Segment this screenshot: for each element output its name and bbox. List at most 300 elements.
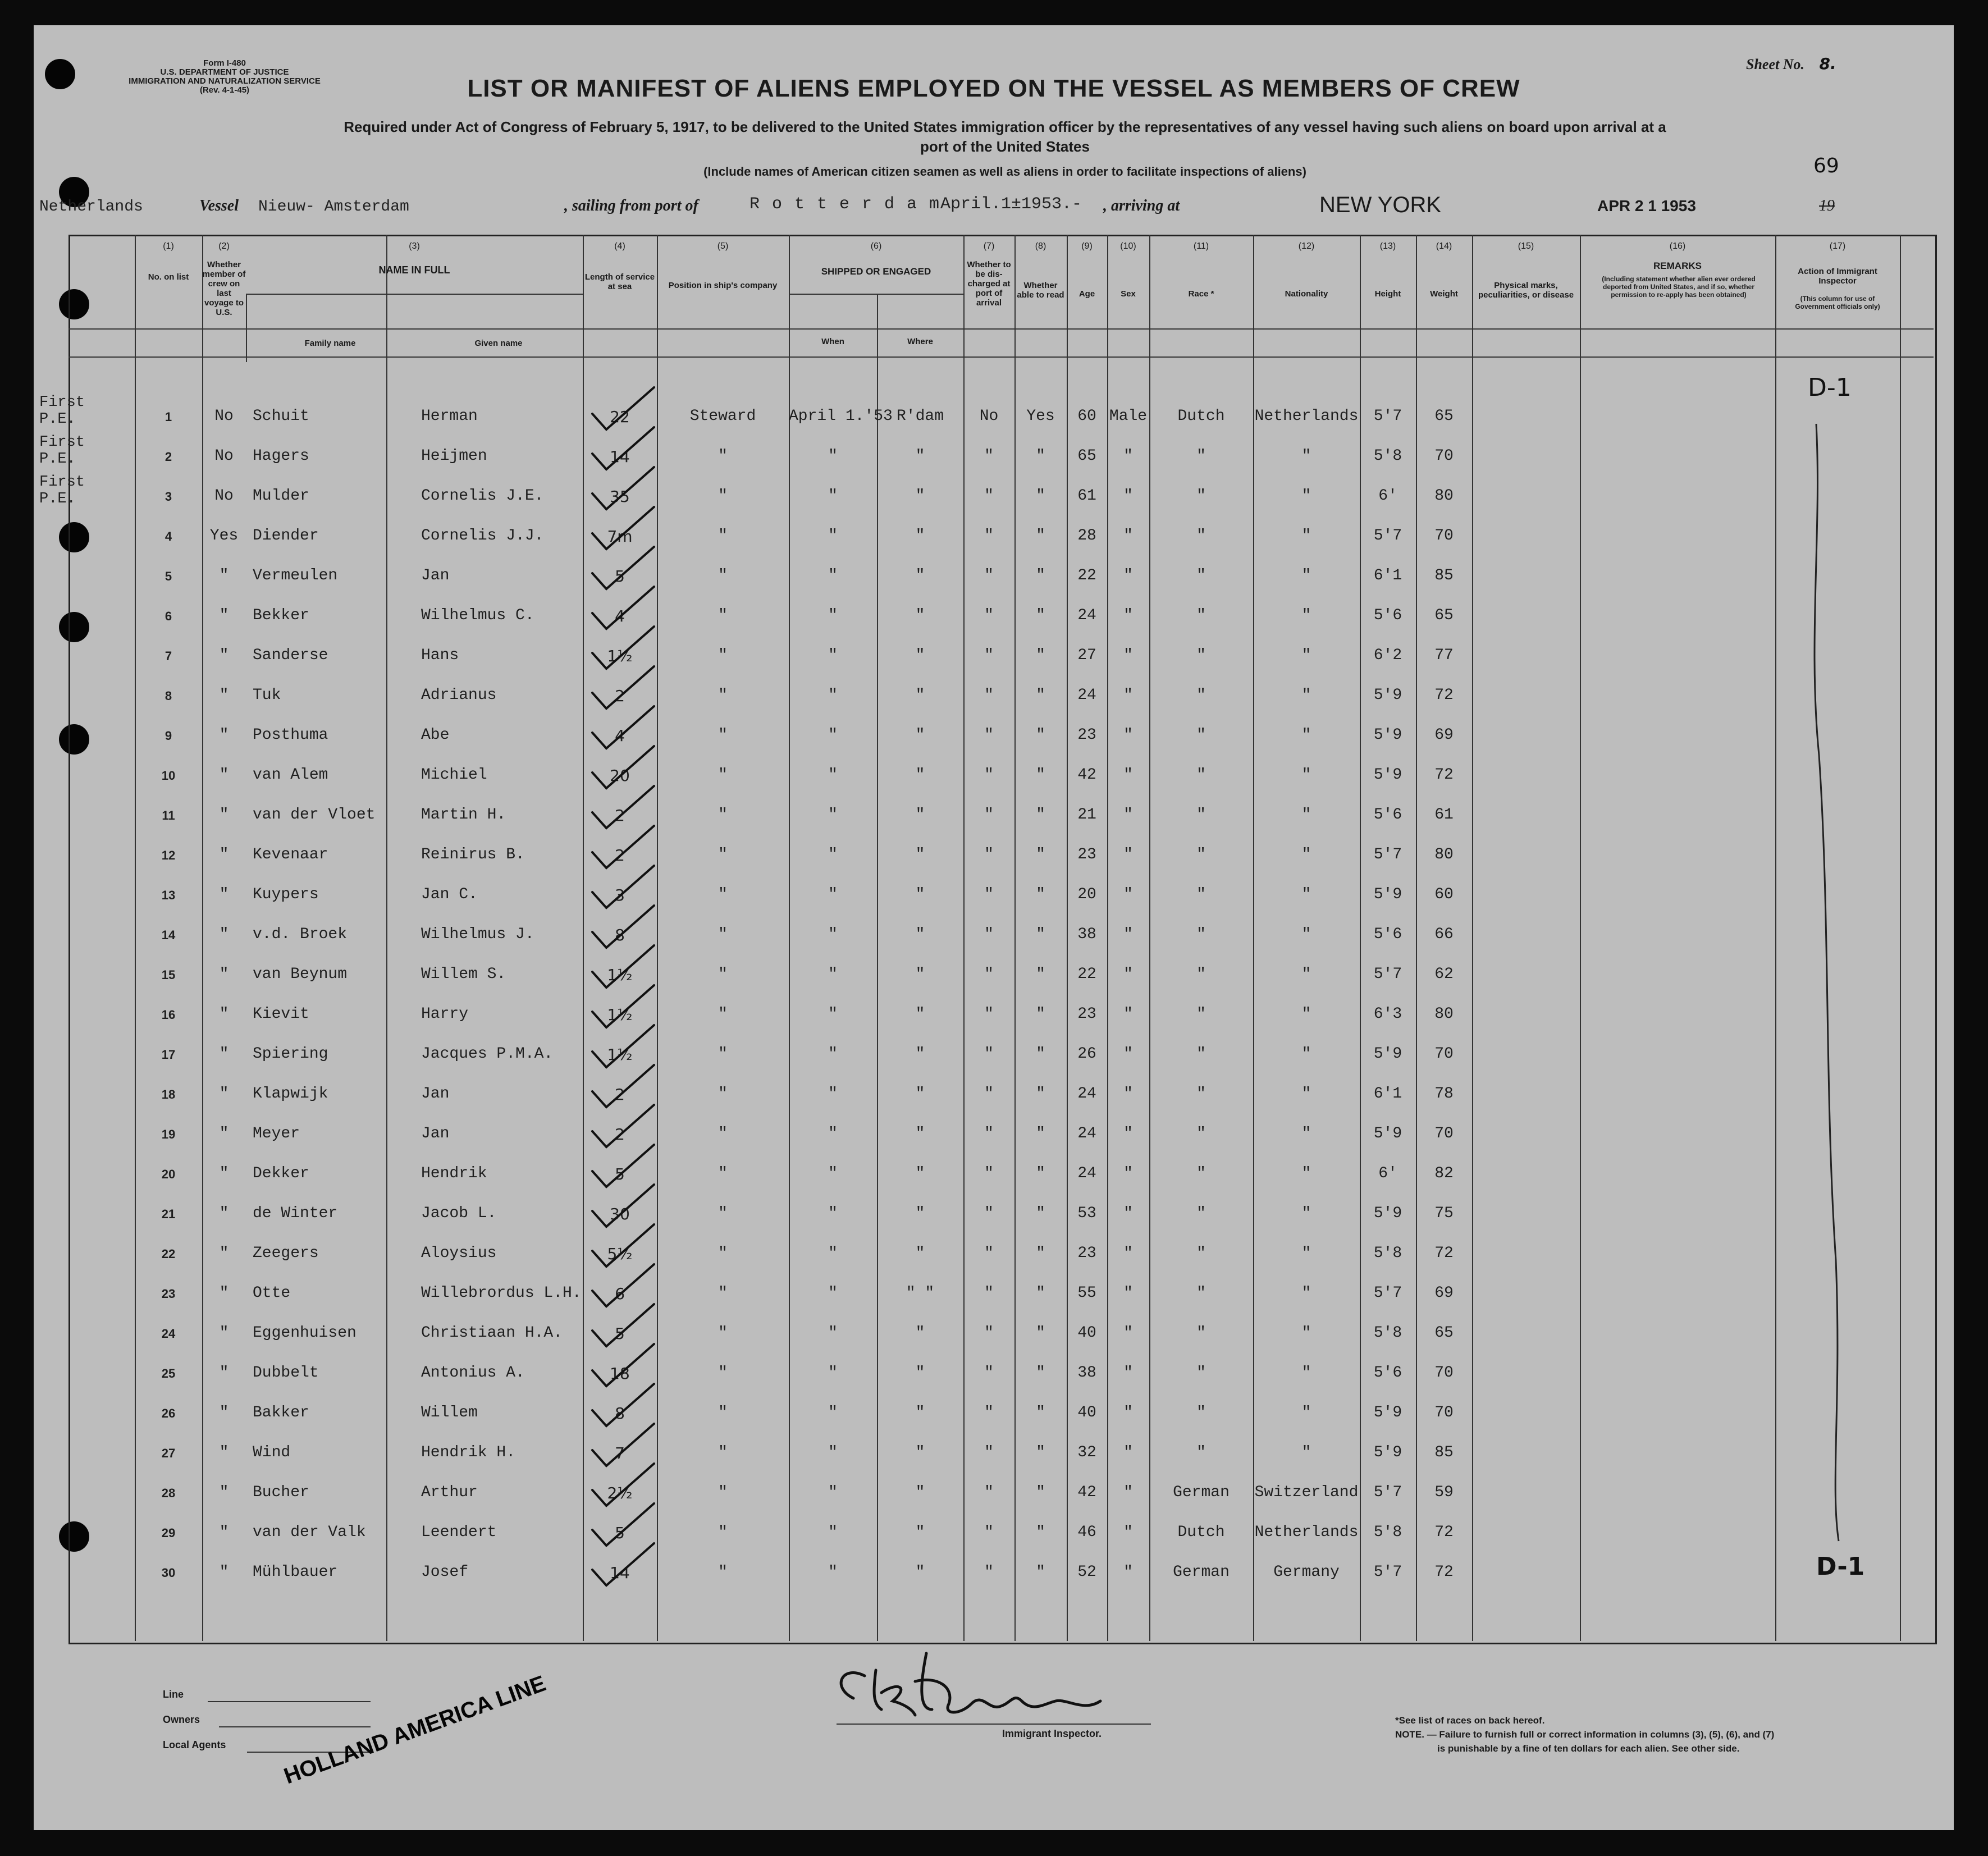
cell-height: 5'9 xyxy=(1373,687,1402,704)
cell-member: " xyxy=(219,1005,229,1023)
cell-read: " xyxy=(1036,1564,1045,1581)
cell-disch: " xyxy=(984,447,994,465)
cell-age: 32 xyxy=(1077,1444,1096,1461)
cell-disch: " xyxy=(984,926,994,943)
margin-note: First P.E. xyxy=(39,474,85,508)
cell-read: " xyxy=(1036,1165,1045,1182)
checkmark xyxy=(592,1224,654,1267)
cell-where: " xyxy=(915,766,925,784)
cell-read: " xyxy=(1036,647,1045,664)
cell-given: Cornelis J.E. xyxy=(421,487,544,505)
cell-nat: " xyxy=(1301,1005,1311,1023)
cell-family: Bakker xyxy=(253,1404,309,1421)
cell-position: " xyxy=(718,1324,728,1342)
cell-age: 22 xyxy=(1077,966,1096,983)
cell-sex: " xyxy=(1123,886,1133,903)
col-num: (3) xyxy=(409,241,420,251)
cell-age: 23 xyxy=(1077,1245,1096,1262)
cell-when: " xyxy=(828,447,838,465)
cell-race: " xyxy=(1196,687,1206,704)
cell-disch: " xyxy=(984,1005,994,1023)
cell-sex: " xyxy=(1123,1284,1133,1302)
header-name-in-full: NAME IN FULL xyxy=(378,264,450,276)
cell-where: " xyxy=(915,1125,925,1142)
cell-age: 65 xyxy=(1077,447,1096,465)
cell-weight: 82 xyxy=(1434,1165,1454,1182)
cell-nat: " xyxy=(1301,1324,1311,1342)
cell-length: 35 xyxy=(610,487,630,506)
cell-age: 21 xyxy=(1077,806,1096,824)
departure-date: April.1±1953.- xyxy=(940,195,1082,214)
checkmark xyxy=(592,467,654,509)
cell-length: 22 xyxy=(610,408,630,426)
cell-sex: " xyxy=(1123,846,1133,863)
cell-when: April 1.'53 xyxy=(789,408,893,425)
cell-height: 5'7 xyxy=(1373,527,1402,545)
cell-age: 23 xyxy=(1077,1005,1096,1023)
cell-member: " xyxy=(219,966,229,983)
checkmark xyxy=(592,1543,654,1585)
col-num: (17) xyxy=(1829,241,1846,251)
cell-given: Hendrik H. xyxy=(421,1444,516,1461)
cell-disch: " xyxy=(984,1444,994,1461)
cell-height: 5'8 xyxy=(1373,1524,1402,1541)
cell-given: Wilhelmus C. xyxy=(421,607,534,624)
cell-family: Wind xyxy=(253,1444,291,1461)
cell-height: 5'9 xyxy=(1373,1205,1402,1222)
cell-position: " xyxy=(718,1444,728,1461)
cell-height: 5'9 xyxy=(1373,1404,1402,1421)
header-action: Action of Immigrant Inspector xyxy=(1798,267,1877,286)
cell-position: " xyxy=(718,687,728,704)
cell-member: " xyxy=(219,647,229,664)
col-num: (4) xyxy=(614,241,625,251)
cell-age: 60 xyxy=(1077,408,1096,425)
cell-age: 26 xyxy=(1077,1045,1096,1063)
cell-when: " xyxy=(828,607,838,624)
inspector-mark-top: D-1 xyxy=(1808,373,1852,402)
cell-when: " xyxy=(828,1444,838,1461)
cell-no: 8 xyxy=(164,689,172,703)
cell-when: " xyxy=(828,766,838,784)
checkmark xyxy=(592,1304,654,1346)
cell-where: " xyxy=(915,1085,925,1103)
cell-given: Willebrordus L.H. xyxy=(421,1284,582,1302)
cell-where: " xyxy=(915,487,925,505)
cell-sex: " xyxy=(1123,1205,1133,1222)
cell-race: German xyxy=(1173,1564,1230,1581)
checkmark xyxy=(592,746,654,788)
form-id: Form I-480 xyxy=(203,58,246,68)
header-sex: Sex xyxy=(1121,289,1136,299)
cell-member: Yes xyxy=(209,527,239,545)
cell-family: Mühlbauer xyxy=(253,1564,338,1581)
cell-sex: " xyxy=(1123,926,1133,943)
checkmarks xyxy=(592,387,654,1585)
arriving-label: , arriving at xyxy=(1103,197,1180,214)
cell-given: Jan xyxy=(421,1125,450,1142)
cell-race: " xyxy=(1196,1125,1206,1142)
cell-sex: " xyxy=(1123,1245,1133,1262)
cell-race: " xyxy=(1196,487,1206,505)
cell-family: Spiering xyxy=(253,1045,328,1063)
cell-member: " xyxy=(219,1324,229,1342)
col-num: (13) xyxy=(1379,241,1396,251)
cell-height: 5'9 xyxy=(1373,886,1402,903)
cell-read: " xyxy=(1036,1444,1045,1461)
cell-when: " xyxy=(828,1324,838,1342)
cell-member: " xyxy=(219,1564,229,1581)
cell-when: " xyxy=(828,1205,838,1222)
cell-weight: 72 xyxy=(1434,1564,1454,1581)
cell-where: " xyxy=(915,966,925,983)
cell-nat: " xyxy=(1301,527,1311,545)
cell-family: Vermeulen xyxy=(253,567,338,584)
header-length-service: Length of service at sea xyxy=(584,272,655,291)
cell-weight: 60 xyxy=(1434,886,1454,903)
cell-when: " xyxy=(828,1165,838,1182)
cell-position: " xyxy=(718,1364,728,1382)
cell-given: Heijmen xyxy=(421,447,487,465)
cell-race: " xyxy=(1196,1284,1206,1302)
cell-height: 6'3 xyxy=(1373,1005,1402,1023)
cell-given: Josef xyxy=(421,1564,469,1581)
cell-sex: " xyxy=(1123,567,1133,584)
cell-race: " xyxy=(1196,1005,1206,1023)
cell-member: " xyxy=(219,1364,229,1382)
inspector-mark-bottom: D-1 xyxy=(1816,1552,1865,1581)
cell-no: 6 xyxy=(164,609,172,623)
header-age: Age xyxy=(1078,289,1095,299)
cell-position: " xyxy=(718,1245,728,1262)
cell-age: 52 xyxy=(1077,1564,1096,1581)
checkmark xyxy=(592,1145,654,1187)
cell-position: Steward xyxy=(689,408,756,425)
sheet-value: 8. xyxy=(1819,54,1836,73)
cell-position: " xyxy=(718,726,728,744)
cell-position: " xyxy=(718,766,728,784)
col-num: (1) xyxy=(163,241,174,251)
cell-given: Aloysius xyxy=(421,1245,497,1262)
cell-family: van Alem xyxy=(253,766,328,784)
cell-read: " xyxy=(1036,1085,1045,1103)
cell-age: 53 xyxy=(1077,1205,1096,1222)
cell-weight: 78 xyxy=(1434,1085,1454,1103)
arrival-port: NEW YORK xyxy=(1319,193,1442,217)
header-height: Height xyxy=(1374,289,1401,299)
cell-height: 6'1 xyxy=(1373,567,1402,584)
cell-no: 10 xyxy=(161,769,176,783)
checkmark xyxy=(592,786,654,828)
cell-disch: " xyxy=(984,527,994,545)
cell-position: " xyxy=(718,1205,728,1222)
departure-port: R o t t e r d a m xyxy=(750,195,941,214)
checkmark xyxy=(592,1185,654,1227)
cell-length: 18 xyxy=(610,1364,630,1383)
sailing-label: , sailing from port of xyxy=(564,197,698,214)
cell-where: " xyxy=(915,1245,925,1262)
cell-member: " xyxy=(219,687,229,704)
cell-when: " xyxy=(828,1564,838,1581)
header-whether-member: Whether member of crew on last voyage to U.S. xyxy=(202,260,246,317)
cell-no: 16 xyxy=(161,1008,176,1022)
cell-race: Dutch xyxy=(1177,408,1225,425)
checkmark xyxy=(592,1025,654,1067)
cell-member: " xyxy=(219,726,229,744)
cell-length: 2 xyxy=(615,846,625,865)
cell-height: 5'9 xyxy=(1373,726,1402,744)
cell-position: " xyxy=(718,966,728,983)
cell-where: " xyxy=(915,1444,925,1461)
col-num: (9) xyxy=(1081,241,1093,251)
race-note: *See list of races on back hereof. xyxy=(1395,1715,1545,1726)
cell-position: " xyxy=(718,487,728,505)
cell-family: v.d. Broek xyxy=(253,926,348,943)
cell-height: 5'9 xyxy=(1373,1045,1402,1063)
vessel-label: Vessel xyxy=(199,197,239,214)
header-shipped-engaged: SHIPPED OR ENGAGED xyxy=(821,266,931,277)
cell-sex: " xyxy=(1123,1444,1133,1461)
cell-family: de Winter xyxy=(253,1205,338,1222)
cell-given: Abe xyxy=(421,726,450,744)
cell-no: 19 xyxy=(161,1127,176,1141)
col-num: (2) xyxy=(218,241,230,251)
cell-member: " xyxy=(219,1165,229,1182)
cell-race: " xyxy=(1196,1205,1206,1222)
cell-age: 24 xyxy=(1077,1085,1096,1103)
cell-member: " xyxy=(219,1085,229,1103)
cell-member: " xyxy=(219,567,229,584)
cell-where: " xyxy=(915,567,925,584)
cell-weight: 65 xyxy=(1434,408,1454,425)
handwriting-overlay xyxy=(34,25,1954,1830)
cell-given: Wilhelmus J. xyxy=(421,926,534,943)
cell-when: " xyxy=(828,1005,838,1023)
cell-given: Hans xyxy=(421,647,459,664)
cell-age: 40 xyxy=(1077,1324,1096,1342)
cell-nat: " xyxy=(1301,1205,1311,1222)
checkmark xyxy=(592,985,654,1027)
note-text-2: is punishable by a fine of ten dollars for each alien. See other side. xyxy=(1437,1743,1740,1754)
cell-where: " xyxy=(915,1564,925,1581)
cell-no: 14 xyxy=(161,928,176,942)
cell-length: 8 xyxy=(615,1404,625,1423)
cell-no: 28 xyxy=(161,1486,176,1500)
cell-no: 21 xyxy=(161,1207,176,1221)
cell-given: Jan C. xyxy=(421,886,478,903)
cell-sex: " xyxy=(1123,1484,1133,1501)
cell-height: 5'8 xyxy=(1373,447,1402,465)
cell-read: " xyxy=(1036,447,1045,465)
cell-position: " xyxy=(718,1045,728,1063)
col-num: (8) xyxy=(1035,241,1046,251)
cell-race: Dutch xyxy=(1177,1524,1225,1541)
inspector-label: Immigrant Inspector. xyxy=(1002,1728,1102,1739)
cell-member: " xyxy=(219,766,229,784)
cell-given: Jacques P.M.A. xyxy=(421,1045,554,1063)
checkmark xyxy=(592,906,654,948)
cell-disch: No xyxy=(979,408,999,425)
cell-length: 3 xyxy=(615,886,625,904)
cell-when: " xyxy=(828,1404,838,1421)
cell-height: 5'6 xyxy=(1373,607,1402,624)
cell-weight: 59 xyxy=(1434,1484,1454,1501)
cell-weight: 70 xyxy=(1434,447,1454,465)
cell-height: 5'9 xyxy=(1373,1444,1402,1461)
cell-sex: " xyxy=(1123,806,1133,824)
country: Netherlands xyxy=(39,198,143,216)
cell-member: " xyxy=(219,806,229,824)
cell-family: Zeegers xyxy=(253,1245,319,1262)
cell-when: " xyxy=(828,647,838,664)
cell-read: " xyxy=(1036,1045,1045,1063)
arrival-stamp-date: APR 2 1 1953 xyxy=(1597,197,1696,214)
cell-member: " xyxy=(219,1484,229,1501)
cell-position: " xyxy=(718,1005,728,1023)
header-physical: Physical marks, peculiarities, or disease xyxy=(1478,281,1574,300)
cell-nat: " xyxy=(1301,647,1311,664)
cell-disch: " xyxy=(984,607,994,624)
cell-sex: " xyxy=(1123,687,1133,704)
department: U.S. DEPARTMENT OF JUSTICE xyxy=(160,67,289,77)
inspector-line xyxy=(1815,424,1839,1541)
cell-where: " xyxy=(915,1205,925,1222)
cell-weight: 70 xyxy=(1434,1125,1454,1142)
cell-length: 2 xyxy=(615,687,625,705)
cell-disch: " xyxy=(984,1125,994,1142)
cell-weight: 80 xyxy=(1434,1005,1454,1023)
cell-age: 24 xyxy=(1077,1165,1096,1182)
cell-where: " xyxy=(915,1045,925,1063)
cell-read: " xyxy=(1036,766,1045,784)
vessel-name: Nieuw- Amsterdam xyxy=(258,198,409,216)
cell-disch: " xyxy=(984,1404,994,1421)
manifest-page xyxy=(34,25,1954,1830)
col-num: (7) xyxy=(983,241,995,251)
cell-where: " xyxy=(915,647,925,664)
checkmark xyxy=(592,1105,654,1147)
checkmark xyxy=(592,547,654,589)
cell-race: " xyxy=(1196,966,1206,983)
cell-read: " xyxy=(1036,846,1045,863)
cell-age: 24 xyxy=(1077,607,1096,624)
cell-read: " xyxy=(1036,726,1045,744)
checkmark xyxy=(592,627,654,669)
cell-length: 5 xyxy=(615,1324,625,1343)
cell-age: 61 xyxy=(1077,487,1096,505)
cell-family: Posthuma xyxy=(253,726,328,744)
cell-given: Antonius A. xyxy=(421,1364,525,1382)
cell-position: " xyxy=(718,806,728,824)
cell-height: 5'7 xyxy=(1373,846,1402,863)
cell-weight: 72 xyxy=(1434,687,1454,704)
cell-nat: " xyxy=(1301,567,1311,584)
cell-where: " xyxy=(915,886,925,903)
cell-family: Dekker xyxy=(253,1165,309,1182)
cell-race: " xyxy=(1196,447,1206,465)
cell-family: Bekker xyxy=(253,607,309,624)
cell-when: " xyxy=(828,806,838,824)
cell-given: Jacob L. xyxy=(421,1205,497,1222)
checkmark xyxy=(592,1503,654,1546)
cell-read: " xyxy=(1036,1245,1045,1262)
cell-no: 18 xyxy=(161,1087,176,1101)
cell-nat: " xyxy=(1301,447,1311,465)
cell-race: " xyxy=(1196,1085,1206,1103)
cell-member: " xyxy=(219,886,229,903)
cell-no: 23 xyxy=(161,1287,176,1301)
cell-member: " xyxy=(219,846,229,863)
header-able-read: Whether able to read xyxy=(1017,281,1064,300)
cell-when: " xyxy=(828,1484,838,1501)
cell-no: 12 xyxy=(161,848,176,862)
cell-weight: 85 xyxy=(1434,567,1454,584)
header-race: Race * xyxy=(1188,289,1214,299)
cell-nat: " xyxy=(1301,1444,1311,1461)
cell-length: 7 xyxy=(615,1444,625,1462)
cell-nat: " xyxy=(1301,846,1311,863)
cell-length: 6 xyxy=(615,1284,625,1303)
cell-no: 5 xyxy=(164,569,172,583)
cell-where: " xyxy=(915,1364,925,1382)
cell-height: 5'7 xyxy=(1373,1564,1402,1581)
note-block xyxy=(1395,1729,1934,1740)
cell-when: " xyxy=(828,567,838,584)
header-action-note: (This column for use of Government officials only) xyxy=(1795,295,1880,310)
cell-where: " xyxy=(915,1524,925,1541)
cell-nat: " xyxy=(1301,806,1311,824)
col-num: (14) xyxy=(1436,241,1452,251)
cell-height: 5'7 xyxy=(1373,1484,1402,1501)
cell-when: " xyxy=(828,1364,838,1382)
cell-sex: " xyxy=(1123,647,1133,664)
cell-weight: 65 xyxy=(1434,607,1454,624)
cell-where: " xyxy=(915,1484,925,1501)
revision: (Rev. 4-1-45) xyxy=(199,85,250,95)
cell-weight: 65 xyxy=(1434,1324,1454,1342)
cell-nat: " xyxy=(1301,1284,1311,1302)
cell-when: " xyxy=(828,487,838,505)
cell-position: " xyxy=(718,1165,728,1182)
page-number: 69 xyxy=(1813,154,1839,177)
cell-weight: 77 xyxy=(1434,647,1454,664)
cell-when: " xyxy=(828,1245,838,1262)
cell-age: 42 xyxy=(1077,1484,1096,1501)
cell-sex: " xyxy=(1123,607,1133,624)
cell-disch: " xyxy=(984,1324,994,1342)
cell-height: 5'7 xyxy=(1373,1284,1402,1302)
cell-read: " xyxy=(1036,1404,1045,1421)
cell-length: 2 xyxy=(615,806,625,825)
cell-height: 5'6 xyxy=(1373,806,1402,824)
cell-position: " xyxy=(718,1524,728,1541)
col-num: (15) xyxy=(1518,241,1534,251)
cell-read: " xyxy=(1036,1484,1045,1501)
cell-weight: 72 xyxy=(1434,1245,1454,1262)
cell-family: Meyer xyxy=(253,1125,300,1142)
cell-disch: " xyxy=(984,1484,994,1501)
cell-position: " xyxy=(718,647,728,664)
cell-race: " xyxy=(1196,1245,1206,1262)
cell-where: " xyxy=(915,726,925,744)
cell-height: 5'8 xyxy=(1373,1324,1402,1342)
cell-height: 6'2 xyxy=(1373,647,1402,664)
cell-member: " xyxy=(219,1045,229,1063)
cell-height: 5'7 xyxy=(1373,966,1402,983)
cell-age: 24 xyxy=(1077,1125,1096,1142)
cell-sex: " xyxy=(1123,726,1133,744)
cell-member: " xyxy=(219,1205,229,1222)
